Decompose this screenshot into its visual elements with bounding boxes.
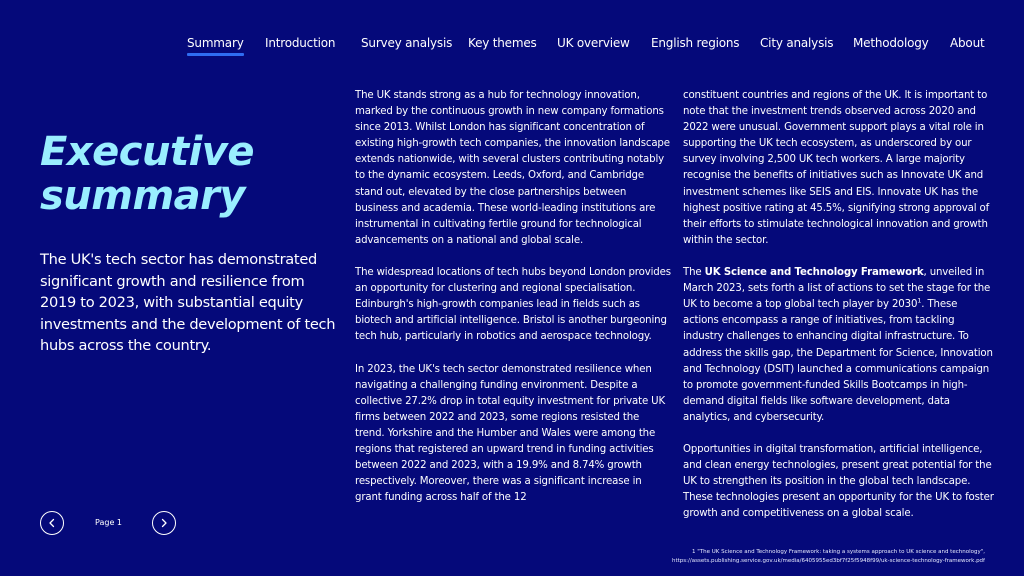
paragraph: In 2023, the UK's tech sector demonstrated resilience when navigating a challenging funding environment. Despite a collective 27.2% drop in total equity investment for private UK firms between 2022 and 2023, some regions resisted the trend. Yorkshire and the Humber and Wales were among the regions that registered an upward trend in funding activities between 2022 and 2023, with a 19.9% and 8.74% growth respectively. Moreover, there was a significant increase in grant funding across half of the 12 bbox=[355, 363, 665, 504]
chevron-right-icon bbox=[153, 512, 175, 534]
previous-page-button[interactable] bbox=[40, 511, 64, 535]
footnote-url[interactable]: https://assets.publishing.service.gov.uk/media/6405955ed3bf7f25f5948f99/uk-science-technology-framework.pdf bbox=[672, 558, 985, 564]
nav-key-themes[interactable]: Key themes bbox=[468, 36, 537, 50]
nav-methodology[interactable]: Methodology bbox=[853, 36, 929, 50]
title-line-1: Executive bbox=[40, 129, 254, 175]
title-line-2: summary bbox=[40, 173, 245, 219]
paragraph: constituent countries and regions of the UK. It is important to note that the investment trends observed across 2020 and 2022 were unusual. Government support plays a vital role in supporting the UK tech ecosystem, as underscored by our survey involving 2,500 UK tech workers. A large majority recognise the benefits of initiatives such as Innovate UK and investment schemes like SEIS and EIS. Innovate UK has the highest positive rating at 45.5%, signifying strong approval of their efforts to stimulate technological innovation and growth within the sector. bbox=[683, 90, 990, 246]
paragraph: The UK stands strong as a hub for technology innovation, marked by the continuous growth in new company formations since 2013. Whilst London has significant concentration of existing high-growth tech companies, the innovation landscape extends nationwide, with several clusters contributing notably to the dynamic ecosystem. Leeds, Oxford, and Cambridge stand out, elevated by the close partnerships between business and academia. These world-leading institutions are instrumental in cultivating fertile ground for technological advancements on a national and global scale. bbox=[355, 90, 670, 246]
text-fragment: , unveiled in March 2023, sets forth a list of actions to set the stage for the UK to become a top global tech player by 2030 bbox=[683, 267, 991, 311]
text-fragment: The bbox=[683, 267, 705, 279]
footnote-text: 1 "The UK Science and Technology Framework: taking a systems approach to UK science and technology", bbox=[692, 549, 985, 555]
framework-link[interactable]: UK Science and Technology Framework bbox=[704, 267, 924, 279]
chevron-left-icon bbox=[41, 512, 63, 534]
nav-survey-analysis[interactable]: Survey analysis bbox=[361, 36, 453, 50]
body-column-2 bbox=[683, 88, 995, 539]
nav-summary[interactable]: Summary bbox=[187, 36, 244, 50]
paragraph: The widespread locations of tech hubs beyond London provides an opportunity for clustering and regional specialisation. Edinburgh's high-growth companies lead in fields such as biotech and artificial intelligence. Bristol is another burgeoning tech hub, particularly in robotics and aerospace technology. bbox=[355, 267, 671, 343]
nav-english-regions[interactable]: English regions bbox=[651, 36, 740, 50]
next-page-button[interactable] bbox=[152, 511, 176, 535]
paragraph: Opportunities in digital transformation, artificial intelligence, and clean energy technologies, present great potential for the UK to strengthen its position in the global tech landscape. These technologies present an opportunity for the UK to foster growth and competitiveness on a global scale. bbox=[683, 444, 994, 520]
page-title bbox=[40, 130, 330, 218]
page-indicator: Page 1 bbox=[95, 518, 122, 527]
nav-introduction[interactable]: Introduction bbox=[265, 36, 336, 50]
footnote bbox=[600, 548, 985, 566]
footnote-ref[interactable]: 1 bbox=[917, 296, 922, 305]
nav-uk-overview[interactable]: UK overview bbox=[557, 36, 630, 50]
body-column-1 bbox=[355, 88, 671, 523]
nav-about[interactable]: About bbox=[950, 36, 985, 50]
paragraph bbox=[683, 265, 995, 426]
nav-city-analysis[interactable]: City analysis bbox=[760, 36, 834, 50]
top-navigation bbox=[0, 36, 1024, 56]
summary-lede: The UK's tech sector has demonstrated significant growth and resilience from 2019 to 2023, with substantial equity investments and the development of tech hubs across the country. bbox=[40, 251, 336, 354]
text-fragment: . These actions encompass a range of initiatives, from tackling industry challenges to enhancing digital infrastructure. To address the skills gap, the Department for Science, Innovation and Technology (DSIT) launched a communications campaign to promote government-funded Skills Bootcamps in high-demand digital fields like software development, data analytics, and cybersecurity. bbox=[683, 299, 993, 423]
